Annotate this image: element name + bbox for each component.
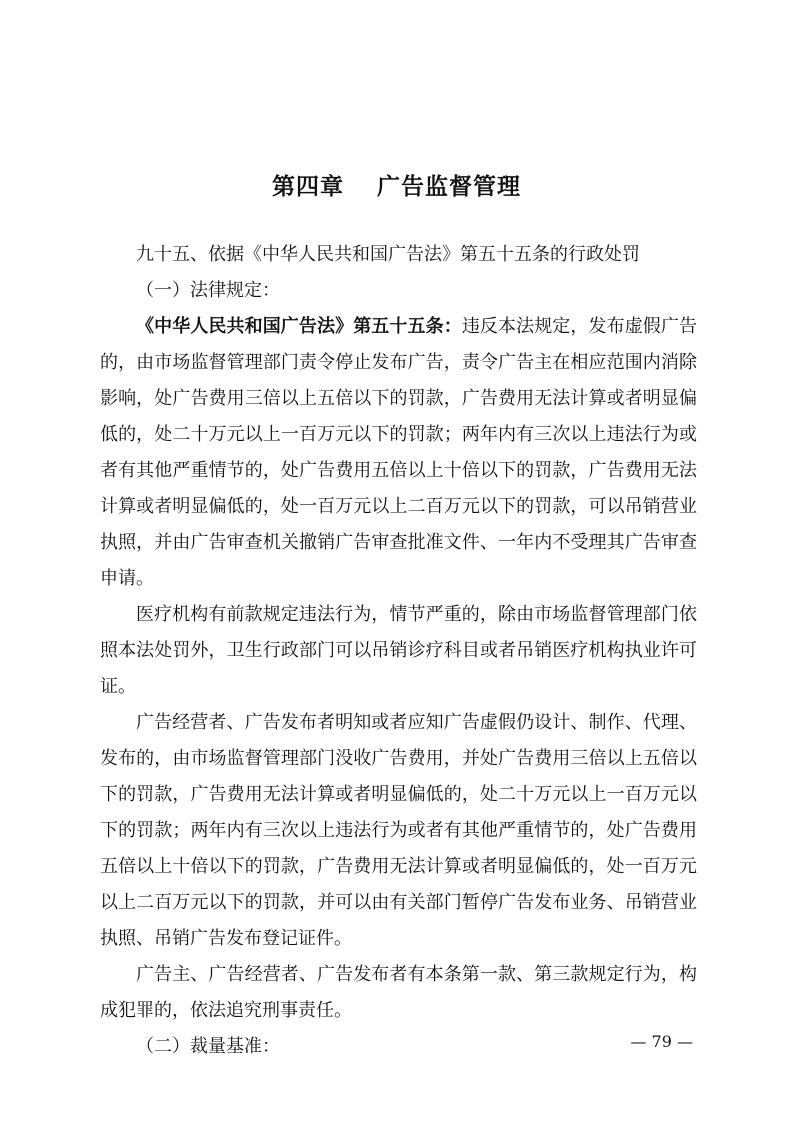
article-citation: 《中华人民共和国广告法》第五十五条： [136,316,462,337]
paragraph-article-55 [100,309,697,597]
paragraph-criminal-liability: 广告主、广告经营者、广告发布者有本条第一款、第三款规定行为，构成犯罪的，依法追究刑事责任。 [100,964,697,1021]
subsection-discretion-standards: （二）裁量基准： [136,1036,280,1057]
article-text: 违反本法规定，发布虚假广告的，由市场监督管理部门责令停止发布广告，责令广告主在相应范围内消除影响，处广告费用三倍以上五倍以下的罚款，广告费用无法计算或者明显偏低的，处二十万元以上一百万元以下的罚款；两年内有三次以上违法行为或者有其他严重情节的，处广告费用五倍以上十倍以下的罚款，广告费用无法计算或者明显偏低的，处一百万元以上二百万元以下的罚款，可以吊销营业执照，并由广告审查机关撤销广告审查批准文件、一年内不受理其广告审查申请。 [100,316,698,589]
document-body [100,237,697,1065]
subsection-legal-provisions: （一）法律规定： [136,280,280,301]
paragraph-medical-institutions: 医疗机构有前款规定违法行为，情节严重的，除由市场监督管理部门依照本法处罚外，卫生行政部门可以吊销诊疗科目或者吊销医疗机构执业许可证。 [100,604,697,697]
section-heading: 九十五、依据《中华人民共和国广告法》第五十五条的行政处罚 [136,244,640,265]
chapter-title: 第四章 广告监督管理 [271,174,521,200]
paragraph-ad-operators: 广告经营者、广告发布者明知或者应知广告虚假仍设计、制作、代理、发布的，由市场监督管理部门没收广告费用，并处广告费用三倍以上五倍以下的罚款，广告费用无法计算或者明显偏低的，处二十万元以上一百万元以下的罚款；两年内有三次以上违法行为或者有其他严重情节的，处广告费用五倍以上十倍以下的罚款，广告费用无法计算或者明显偏低的，处一百万元以上二百万元以下的罚款，并可以由有关部门暂停广告发布业务、吊销营业执照、吊销广告发布登记证件。 [100,712,697,949]
page-number: — 79 — [630,1032,693,1051]
